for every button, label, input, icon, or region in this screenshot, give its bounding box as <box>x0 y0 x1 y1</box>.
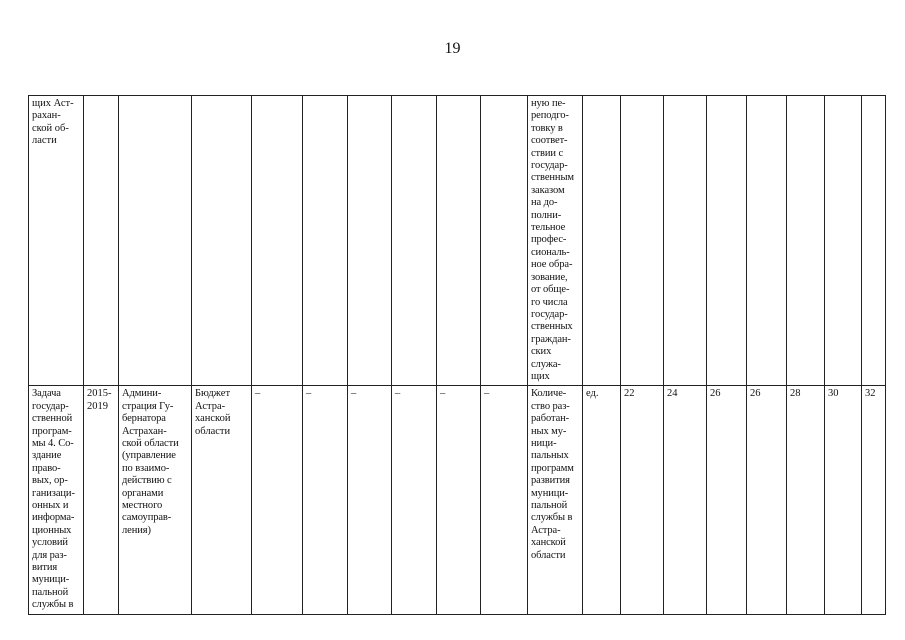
table-cell: – <box>303 386 348 614</box>
table-cell: Бюджет Астра- ханской области <box>192 386 252 614</box>
table-cell: ную пе- реподго- товку в соответ- ствии с государ- ственным заказом на до- полни- тельное профес- сиональ- ное обра- зование, от обще- го числа государ- ственных граждан- ских служа- щих <box>528 96 583 386</box>
table-cell: 28 <box>787 386 825 614</box>
table-row <box>29 96 886 386</box>
table-cell <box>707 96 747 386</box>
table-cell <box>84 96 119 386</box>
table-cell: ед. <box>583 386 621 614</box>
table-cell <box>252 96 303 386</box>
table-cell: Задача государ- ственной програм- мы 4. Со- здание право- вых, ор- ганизаци- онных и информа- ционных условий для раз- вития муници- пальной службы в <box>29 386 84 614</box>
table-cell <box>747 96 787 386</box>
table-cell: – <box>437 386 481 614</box>
table-cell: 2015- 2019 <box>84 386 119 614</box>
table-cell: 30 <box>825 386 862 614</box>
table-cell <box>621 96 664 386</box>
table-cell <box>481 96 528 386</box>
table-cell: – <box>252 386 303 614</box>
table-cell: Количе- ство раз- работан- ных му- ници- пальных программ развития муници- пальной службы в Астра- ханской области <box>528 386 583 614</box>
table-cell: – <box>481 386 528 614</box>
table-cell <box>192 96 252 386</box>
table-cell: 24 <box>664 386 707 614</box>
table-cell: Админи- страция Гу- бернатора Астрахан- ской области (управление по взаимо- действию с органами местного самоуправ- ления) <box>119 386 192 614</box>
table-cell: 26 <box>707 386 747 614</box>
program-table <box>28 95 886 615</box>
table-row <box>29 386 886 614</box>
table-cell <box>583 96 621 386</box>
table-cell <box>862 96 886 386</box>
table-cell <box>787 96 825 386</box>
table-cell <box>119 96 192 386</box>
table-cell: 26 <box>747 386 787 614</box>
table-cell: – <box>348 386 392 614</box>
table-cell: 32 <box>862 386 886 614</box>
page-number: 19 <box>444 40 461 57</box>
table-cell <box>664 96 707 386</box>
table-cell <box>437 96 481 386</box>
table-cell <box>348 96 392 386</box>
table-cell <box>392 96 437 386</box>
table-cell: – <box>392 386 437 614</box>
table-cell: 22 <box>621 386 664 614</box>
table-cell <box>303 96 348 386</box>
table-cell: щих Аст- рахан- ской об- ласти <box>29 96 84 386</box>
table-cell <box>825 96 862 386</box>
